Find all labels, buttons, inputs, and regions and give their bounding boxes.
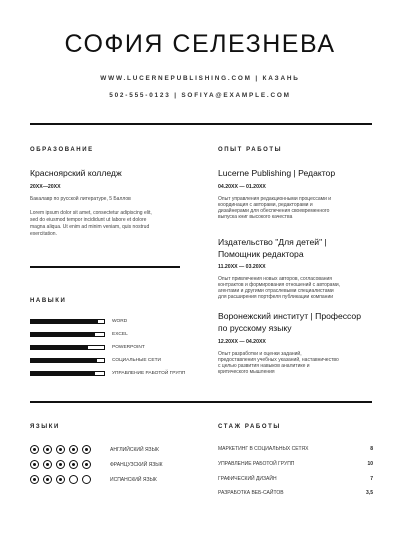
job-dates: 04.20XX — 01.20XX [218, 184, 266, 190]
job-desc-line: предоставления учебных указаний, наставничество [218, 357, 339, 363]
rating-dot-filled [69, 445, 78, 454]
top-divider [30, 123, 372, 125]
skill-row [30, 318, 205, 326]
education-heading: ОБРАЗОВАНИЕ [30, 147, 94, 153]
skill-label: EXCEL [112, 332, 128, 337]
skill-bar [30, 319, 105, 324]
rating-dot-filled [56, 445, 65, 454]
skill-label: POWERPOINT [112, 345, 145, 350]
skill-row [30, 344, 205, 352]
skill-bar [30, 371, 105, 376]
job-title: Воронежский институт | Профессор [218, 311, 361, 321]
job-desc-line: агентами и другими отраслевыми специалистами [218, 288, 334, 294]
job-title: Lucerne Publishing | Редактор [218, 168, 336, 178]
rating-dot-filled [69, 460, 78, 469]
skill-bar-fill [31, 320, 98, 323]
education-school: Красноярский колледж [30, 168, 122, 178]
skill-label: СОЦИАЛЬНЫЕ СЕТИ [112, 358, 161, 363]
skill-label: WORD [112, 319, 128, 324]
language-row [30, 475, 210, 487]
bottom-divider [30, 401, 372, 403]
experience-label: ГРАФИЧЕСКИЙ ДИЗАЙН [218, 476, 277, 482]
rating-dot-filled [82, 460, 91, 469]
rating-dot-filled [30, 475, 39, 484]
experience-years: 7 [370, 476, 373, 482]
skill-label: УПРАВЛЕНИЕ РАБОТОЙ ГРУПП [112, 371, 186, 376]
rating-dot-filled [56, 460, 65, 469]
job-desc-line: выпуска книг высокого качества [218, 214, 293, 220]
rating-dot-filled [56, 475, 65, 484]
rating-dot-filled [43, 460, 52, 469]
language-label: ИСПАНСКИЙ ЯЗЫК [110, 477, 157, 483]
experience-row [218, 446, 373, 456]
skill-bar [30, 358, 105, 363]
candidate-name: СОФИЯ СЕЛЕЗНЕВА [64, 30, 336, 58]
experience-label: МАРКЕТИНГ В СОЦИАЛЬНЫХ СЕТЯХ [218, 446, 309, 452]
job-desc-line: контрактов и формирования отношений с авторами, [218, 282, 341, 288]
education-desc-line: sed do eiusmod tempor incididunt ut labore et dolore [30, 217, 147, 223]
skill-bar-fill [31, 346, 88, 349]
job-desc-line: координация с авторами, редакторами и [218, 202, 313, 208]
experience-years: 10 [367, 461, 373, 467]
experience-label: УПРАВЛЕНИЕ РАБОТОЙ ГРУПП [218, 461, 295, 467]
job-dates: 12.20XX — 04.20XX [218, 339, 266, 345]
education-desc-line: Lorem ipsum dolor sit amet, consectetur adipiscing elit, [30, 210, 152, 216]
experience-label: РАЗРАБОТКА ВЕБ-САЙТОВ [218, 490, 284, 496]
experience-heading: СТАЖ РАБОТЫ [218, 424, 281, 430]
language-row [30, 460, 210, 472]
skill-bar-fill [31, 372, 95, 375]
experience-row [218, 461, 373, 471]
job-desc-line: критического мышления [218, 369, 275, 375]
skill-row [30, 357, 205, 365]
rating-dot-filled [82, 445, 91, 454]
experience-row [218, 490, 373, 500]
job-desc-line: дизайнерами для обеспечения своевременного [218, 208, 330, 214]
contact-website-city: WWW.LUCERNEPUBLISHING.COM | КАЗАНЬ [100, 75, 300, 82]
experience-years: 3,5 [366, 490, 373, 496]
education-dates: 20XX—20XX [30, 184, 61, 190]
skill-bar [30, 332, 105, 337]
rating-dot-filled [30, 445, 39, 454]
job-desc-line: для расширения портфеля публикации компании [218, 294, 334, 300]
rating-dot-filled [30, 460, 39, 469]
rating-dot-filled [43, 475, 52, 484]
job-desc-line: Опыт разработки и оценки заданий, [218, 351, 302, 357]
skill-bar-fill [31, 333, 95, 336]
work-heading: ОПЫТ РАБОТЫ [218, 147, 283, 153]
skills-heading: НАВЫКИ [30, 298, 67, 304]
job-dates: 11.20XX — 03.20XX [218, 264, 266, 270]
education-degree: Бакалавр по русской литературе, 5 Баллов [30, 196, 131, 202]
education-desc-line: magna aliqua. Ut enim ad minim veniam, quis nostrud [30, 224, 150, 230]
job-desc-line: Опыт привлечения новых авторов, согласования [218, 276, 333, 282]
job-title: Издательство "Для детей" | [218, 237, 327, 247]
job-desc-line: Опыт управления редакционными процессами и [218, 196, 332, 202]
education-desc-line: exercitation. [30, 231, 57, 237]
experience-years: 8 [370, 446, 373, 452]
skill-bar [30, 345, 105, 350]
job-title: Помощник редактора [218, 249, 304, 259]
rating-dot-filled [43, 445, 52, 454]
contact-phone-email: 502-555-0123 | SOFIYA@EXAMPLE.COM [109, 92, 291, 99]
job-desc-line: с целью развития навыков аналитике и [218, 363, 310, 369]
skill-row [30, 331, 205, 339]
rating-dot-empty [69, 475, 78, 484]
language-label: АНГЛИЙСКИЙ ЯЗЫК [110, 447, 159, 453]
languages-heading: ЯЗЫКИ [30, 424, 60, 430]
job-title: по русскому языку [218, 323, 292, 333]
education-divider [30, 266, 180, 268]
rating-dot-empty [82, 475, 91, 484]
skill-row [30, 370, 205, 378]
language-label: ФРАНЦУЗСКИЙ ЯЗЫК [110, 462, 163, 468]
experience-row [218, 476, 373, 486]
skill-bar-fill [31, 359, 97, 362]
language-row [30, 445, 210, 457]
